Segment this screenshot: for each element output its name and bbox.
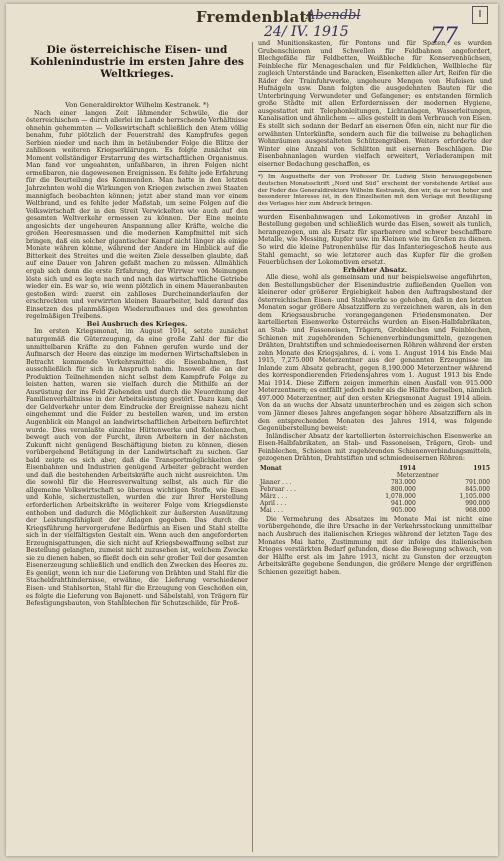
newspaper-clipping	[6, 4, 498, 856]
paragraph: Nach einer langen Zeit lähmender Schwüle, die der österreichischen — durch allerlei im Lande herrschende Verhältnisse ohnehin gehemmten — Volkswirtschaft schließlich den Atem völlig benahm, fuhr plötzlich der Feuerstrahl des Kampfrufes gegen Serbien nieder und nach ihm in betäubender Folge die Blitze der zahllosen weiteren Kriegserklärungen. Es folgte zunächst ein Moment vollständiger Erstarrung des wirtschaftlichen Organismus. Man fand vor ungeahnten, unfaßbaren, in ihren Folgen nicht ermeßbaren, nie dagewesenen Ereignissen. Es fehlte jede Erfahrung für die Beurteilung des Kommenden. Man hatte in den letzten Jahrzehnten wohl die Wirkungen von Kriegen zwischen zwei Staaten mannigfach beobachten können; jetzt aber stand man vor einem Weltbrand, und es fehlte jeder Maßstab, um seine Folgen auf die Volkswirtschaft der in den Streit Verwickelten wie auch auf den gesamten Weltverkehr ermessen zu können. Der Eine meinte angesichts der ungeheuren Anspannung aller Kräfte, welche die großen Heeresmassen und die modernen Kampfmittel mit sich bringen, daß ein solcher gigantischer Kampf nicht länger als einige Monate währen könne, während der Andere im Hinblick auf die Bitterkeit des Streites und die weiten Ziele desselben glaubte, daß auf eine Dauer von Jahren gefaßt machen zu müssen. Allmählich ergab sich denn die erste Erfahrung, der Wirrwar von Meinungen löste sich und es legte nach und nach das wirtschaftliche Getriebe wieder ein. Es war so, wie wenn plötzlich in einem Maueranbauten gestoßen wird: zuerst ein zahlloses Durcheinanderlaufen der erschreckten und verwirrten kleinen Bauarbeiter, bald darauf das Einsetzen des planmäßigen Wiederaufbaues und des gewohnten regelmäßigen Treibens.	[26, 109, 248, 321]
clipping-header	[6, 4, 498, 49]
table-row	[258, 493, 492, 500]
table-header-1915: 1915	[473, 464, 490, 472]
subheading-increased-sales: Erhöhter Absatz.	[342, 265, 408, 274]
table-cell-1915: 845.000	[465, 485, 490, 493]
table-cell-1915: 990.000	[465, 499, 490, 507]
right-column	[258, 40, 492, 576]
table-cell-month: März . . .	[260, 492, 288, 500]
paragraph: und Munitionskasten, für Pontons und für Spaten, es wurden Grubenschienen und Schwellen für Feldbahnen angefordert, Blechgefäße für Feldbetten, Weißbleche für Konservenbüchsen, Feinbleche für Menageschalen und für Feldküchen, Wellbleche für zugleich Unterstände und Baracken, Eisenketten aller Art, Reifen für die Räder der Trainfuhrwerke, ungeheure Mengen von Hufeisen und Hufnägeln usw. Dann folgten die ausgedehnten Bauten für die Unterbringung Verwundeter und Gefangener; es entstanden förmlich große Städte mit allen Erfordernissen der modernen Hygiene, ausgestattet mit Telephonleitungen, Lichtanlagen, Wasserleitungen, Kanalisation und ähnlichem — alles gestellt in dem Verbrauch von Eisen. Es stellt sich sodann der Bedarf an eisernen Öfen ein, nicht nur für die erwähnten Unterkünfte, sondern auch für die teilweise zu behaglichen Wohnräumen ausgestalteten Schützengräben. Weiters erforderte der Winter eine Anzahl von Schlitten mit eisernen Beschlägen. Die Eisenbahnanlagen wurden vielfach erweitert, Verladerampen mit eiserner Bedachung geschaffen, es	[258, 40, 492, 168]
handwritten-date: 24/ IV. 1915	[264, 24, 349, 40]
table-row	[258, 507, 492, 514]
table-header-month: Monat	[260, 464, 282, 472]
subheading-outbreak: Bei Ausbruch des Krieges.	[86, 319, 188, 328]
handwritten-source-note: Abendbl	[306, 8, 361, 23]
paragraph: Die Vermehrung des Absatzes im Monate Mai ist nicht eine vorübergehende, die ihre Ursache in der Verkehrsstockung unmittelbar nach Ausbruch des italienischen Krieges während der letzten Tage des Monates Mai hatte, Zustimmung mit der infolge des italienischen Krieges verstärkten Bedarf gefunden, diese die Bewegung schwach, von der Hälfte erst als im Jahre 1913, nicht zu Gunsten der erzeugten Arbeitskräfte gegebene Sendungen, die größere Menge der ergriffenen Schienen gezeitigt haben.	[258, 515, 492, 576]
table-cell-1915: 1,105.000	[459, 492, 490, 500]
table-row	[258, 500, 492, 507]
table-cell-1914: 800.000	[390, 485, 416, 493]
masthead-title: Fremdenblatt	[196, 8, 315, 26]
paragraph: Alle diese, wohl als gemeinsam und nur beispielsweise angeführten, den Bestellungsbücher der Eisenindustrie zufließenden Quellen von kleinerer oder größerer Ergiebigkeit haben den Auftragsbestand der österreichischen Eisen- und Stahlwerke so gehoben, daß in den letzten Monaten sogar größere Absatzziffern zu verzeichnen waren, als in den dem Kriegsausbruche vorangegangenen Friedensmonaten. Der kartellierten Eisenwerke Österreichs wurden an Eisen-Halbfabrikaten, an Stab- und Fassoneisen, Trägern, Grobblechen und Feinblechen, Schienen mit zugehörenden Schienenverbindungsmitteln, gezogenen Drähten, Drahtstiften und schmiedeeisernen Röhren während der ersten zehn Monate des Kriegsjahres, d. i. vom 1. August 1914 bis Ende Mai 1915, 7,275.000 Meterzentner aus der genannten Erzeugnisse im Inlande zum Absatz gebracht, gegen 8,190.000 Meterzentner während des korrespondierenden Friedensjahres vom 1. August 1913 bis Ende Mai 1914. Diese Ziffern zeigen immerhin einen Ausfall von 915.000 Meterzentnern; es entfällt jedoch mehr als die Hälfte derselben, nämlich 497.000 Meterzentner, auf den ersten Kriegsmonat August 1914 allein. Von da an wuchs der Absatz ununterbrochen und es zeigen sich schon vom Jänner dieses Jahres angefangen sogar höhere Absatzziffern als in den entsprechenden Monaten des Jahres 1914, was folgende Gegenüberstellung beweist:	[258, 274, 492, 433]
table-header-row	[258, 465, 492, 472]
column-divider	[252, 42, 253, 852]
table-cell-month: Jänner . . .	[260, 478, 292, 486]
table-unit-row	[258, 472, 492, 479]
table-row	[258, 486, 492, 493]
table-unit-spacer	[258, 472, 344, 479]
table-cell-month: April . . .	[260, 499, 287, 507]
article-byline: Von Generaldirektor Wilhelm Kestranek. *)	[65, 101, 209, 109]
footnote: *) Im Augusthefte der von Professor Dr. Ludwig Stein herausgegebenen deutschen Monatsschrift „Nord und Süd“ erscheint der vorstehende Artikel aus der Feder des Generaldirektors Wilhelm Kestranek, den wir, da er von hoher und besonderer Interesse ist, in den Einzelheiten mit dem Verlage mit Bewilligung des Verlages hier zum Abdruck bringen.	[258, 171, 492, 211]
paragraph: wurden Eisenbahnwagen und Lokomotiven in großer Anzahl in Bestellung gegeben und schließlich wurde das Eisen, soweit als tunlich, herangezogen, um als Ersatz für sparbarere und schwer beschaffbare Metalle, wie Messing, Kupfer usw. im Kleinen wie im Großen zu dienen. So wird die kleine Patronenhülse für das Infanteriegeschoß heute aus Stahl gemacht, so wie letzterer auch das Kupfer für die großen Feuerbüchsen der Lokomotiven ersetzt.	[258, 213, 492, 267]
sheet-number-box: I	[472, 6, 488, 24]
article-title: Die österreichische Eisen- und Kohlenindustrie im ersten Jahre des Weltkrieges.	[30, 44, 244, 80]
table-row	[258, 479, 492, 486]
table-unit: Meterzentner	[396, 471, 439, 479]
paragraph: Im ersten Kriegsmonat, im August 1914, setzte zunächst naturgemäß die Güterzeugung, da eine große Zahl der für die unmittelbaren Kräfte zu den Fahnen gerufen wurde und der Aufmarsch der Heere das einzige im modernen Wirtschaftsleben in Betracht kommende Verkehrsmittel: die Eisenbahnen, fast ausschließlich für sich in Anspruch nahm. Insoweit die an der Produktion Teilnehmenden nicht selbst dem Kampfrufe Folge zu leisten hatten, waren sie vielfach durch die Mithilfe an der Ausrüstung der ins Feld Ziehenden und durch die Neuordnung der Familienverhältnisse in der Arbeitsleistung gestört. Dazu kam, daß der Geldverkehr unter dem Eindrucke der Ereignisse nahezu nicht eingehemmt und die Felder zu bestellen waren, und im ersten Augenblick ein Mangel an landwirtschaftlichen Arbeitern befürchtet wurde. Dies veranlaßte einzelne Hüttenwerke und Kohlenzechen, bewegt auch von der Furcht, ihren Arbeitern in der nächsten Zukunft nicht genügend Beschäftigung bieten zu können, diesen vorübergehend Betätigung in der Landwirtschaft zu suchen. Gar bald zeigte es sich aber, daß die Transportmöglichkeiten der Eisenbahnen und Industrien genügend Arbeiter gebracht werden und daß die bestehenden Arbeitskräfte auch nicht ausreichten. Um die sowohl für die Heeresverwaltung selbst, als auch für die allgemeine Volkswirtschaft so überaus wichtigen Stoffe, wie Eisen und Kohle, sicherzustellen, wurden die zur Ihrer Herstellung erforderlichen Arbeitskräfte in weiterer Folge vom Kriegsdienste enthoben und dadurch die Möglichkeit zur äußersten Ausnützung der Leistungsfähigkeit der Anlagen gegeben. Das durch die Kriegsführung hervorgerufene Bedürfnis an Eisen und Stahl stellte sich in der vielfältigsten Gestalt ein. Wenn auch den angeforderten Erzeugnisgattungen, die sich nicht auf Kriegsbewaffnung selbst zur Bestellung gelangten, zumeist nicht zuzusehen ist, welchem Zwecke sie zu dienen haben, so fließt doch ein sehr großer Teil der gesamten Eisenerzeugung schließlich und endlich den Zwecken des Heeres zu. Es genügt, wenn ich nur die Lieferung von Drähten und Stahl für die Stacheldrahthindernisse, erwähne, die Lieferung verschiedener Eisen- und Stahlsorten, Stahl für die Erzeugung von Geschoßen ein, es folgte die Lieferung von Bajonett- und Säbelstahl, von Trägern für Befestigungsbauten, von Stahlblechen für Schutzschilde, für Proß-	[26, 328, 248, 608]
table-cell-1915: 791.000	[465, 478, 490, 486]
table-cell-month: Februar . . .	[260, 485, 296, 493]
table-cell-1914: 1,078.000	[385, 492, 416, 500]
table-cell-1914: 905.000	[390, 506, 416, 514]
left-column	[26, 102, 248, 608]
table-cell-1914: 941.000	[390, 499, 416, 507]
table-cell-1914: 783.000	[390, 478, 416, 486]
paragraph: Inländischer Absatz der kartellierten österreichischen Eisenwerke an Eisen-Halbfabrikaten, an Stab- und Fassoneisen, Trägern, Grob- und Feinblechen, Schienen mit zugehörenden Schienenverbindungsmitteln, gezogenen Drähten, Drahtstiften und schmiedeeisernen Röhren:	[258, 432, 492, 463]
table-cell-1915: 968.000	[465, 506, 490, 514]
sales-table	[258, 465, 492, 514]
table-cell-month: Mai . . .	[260, 506, 284, 514]
handwritten-page-number: 77	[430, 24, 458, 49]
table-header-1914: 1914	[399, 464, 416, 472]
